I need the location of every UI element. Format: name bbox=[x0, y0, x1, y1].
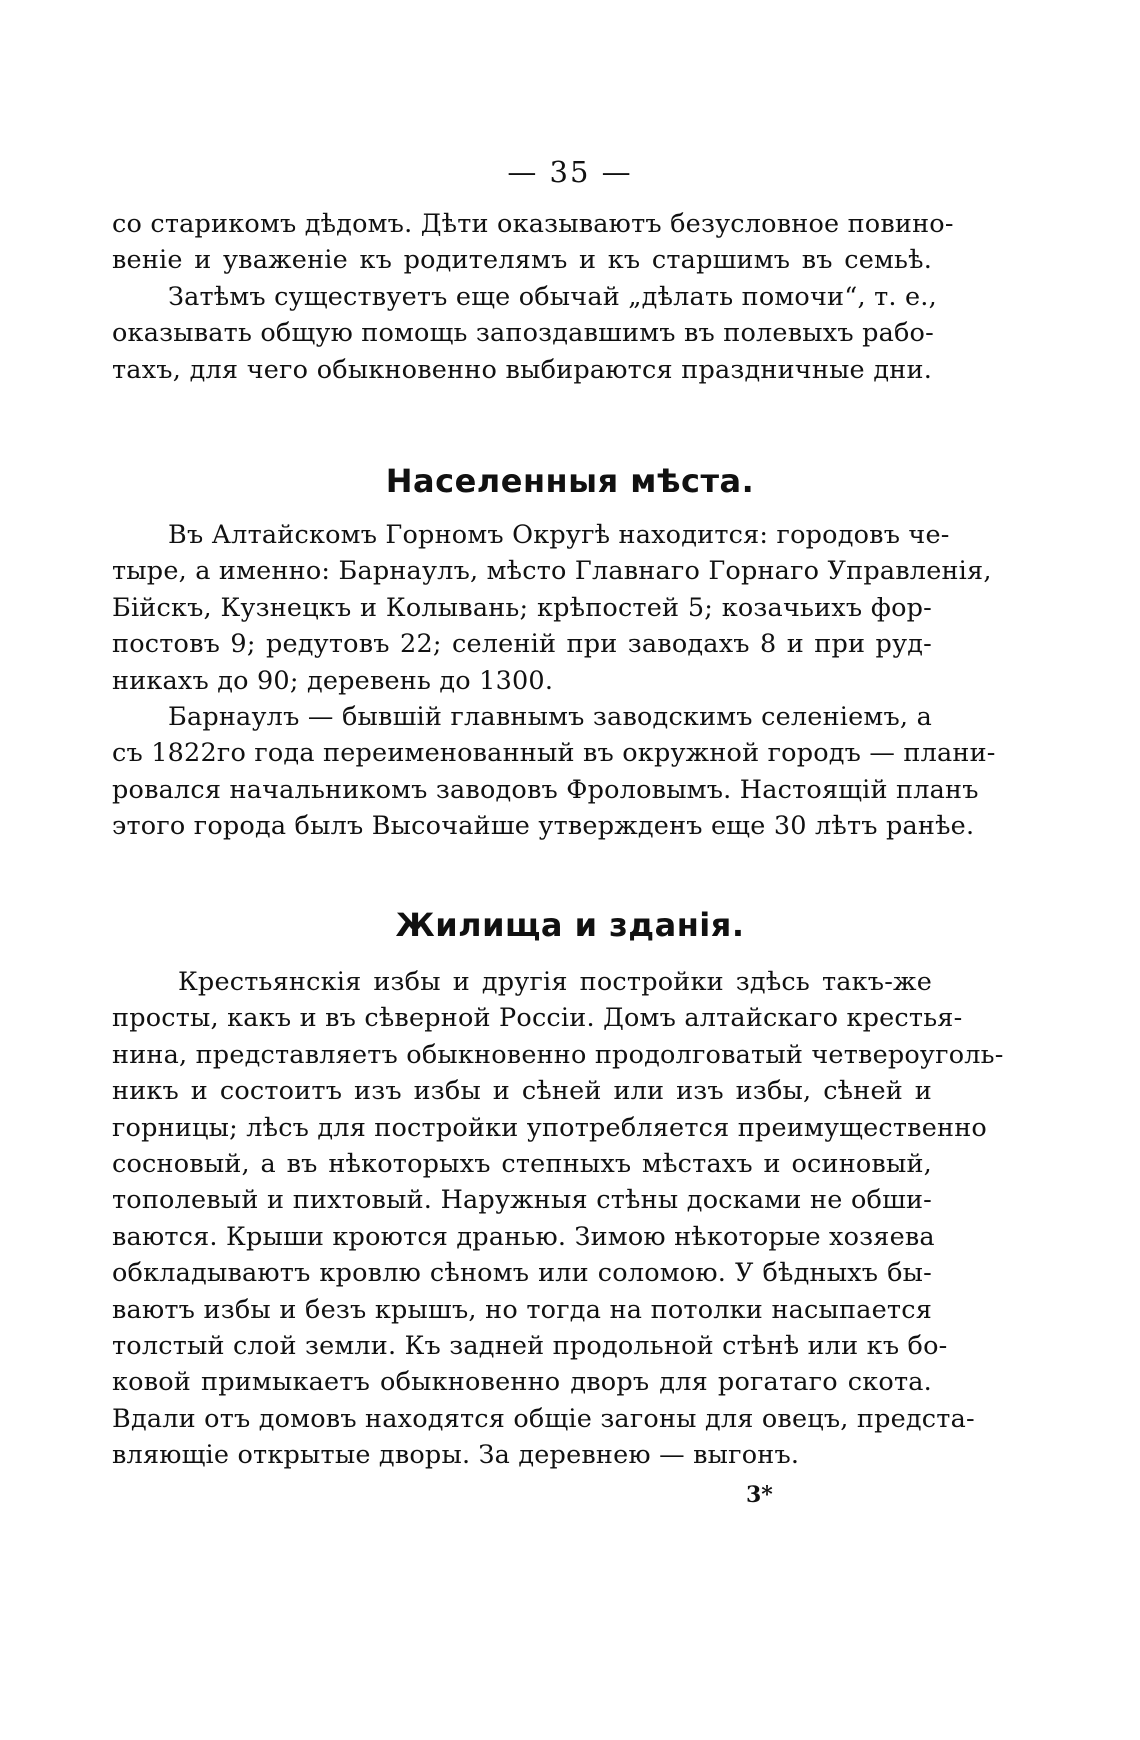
text-line: постовъ 9; редутовъ 22; селеній при заводахъ 8 и при руд- bbox=[112, 629, 932, 660]
text-line: Барнаулъ — бывшій главнымъ заводскимъ селеніемъ, а bbox=[168, 701, 932, 732]
text-line: Вдали отъ домовъ находятся общіе загоны для овецъ, предста- bbox=[112, 1403, 975, 1434]
text-line: тополевый и пихтовый. Наружныя стѣны досками не обши- bbox=[112, 1185, 932, 1216]
text-line: Въ Алтайскомъ Горномъ Округѣ находится: городовъ че- bbox=[168, 520, 950, 550]
text-line: Бійскъ, Кузнецкъ и Колывань; крѣпостей 5; козачьихъ фор- bbox=[112, 592, 932, 623]
text-line: горницы; лѣсъ для постройки употребляется преимущественно bbox=[112, 1112, 987, 1143]
text-line: оказывать общую помощь запоздавшимъ въ полевыхъ рабо- bbox=[112, 318, 934, 349]
text-line: просты, какъ и въ сѣверной Россіи. Домъ алтайскаго крестья- bbox=[112, 1003, 963, 1034]
section-heading-settlements: Населенныя мѣста. bbox=[385, 462, 755, 500]
intro-paragraphs bbox=[112, 206, 954, 388]
text-line: Затѣмъ существуетъ еще обычай „дѣлать помочи“, т. е., bbox=[168, 281, 937, 312]
text-line: никъ и состоитъ изъ избы и сѣней или изъ избы, сѣней и bbox=[112, 1076, 932, 1107]
text-line: сосновый, а въ нѣкоторыхъ степныхъ мѣстахъ и осиновый, bbox=[112, 1148, 932, 1179]
text-line: вляющіе открытые дворы. За деревнею — выгонъ. bbox=[112, 1440, 800, 1471]
text-line: этого города былъ Высочайше утвержденъ еще 30 лѣтъ ранѣе. bbox=[112, 811, 975, 842]
dwellings-paragraphs bbox=[112, 964, 1004, 1473]
text-line: тыре, а именно: Барнаулъ, мѣсто Главнаго Горнаго Управленія, bbox=[112, 556, 992, 587]
text-line: ваются. Крыши кроются дранью. Зимою нѣкоторые хозяева bbox=[112, 1221, 935, 1252]
signature-mark: 3* bbox=[746, 1482, 773, 1508]
text-line: съ 1822го года переименованный въ окружной городъ — плани- bbox=[112, 738, 996, 769]
section-heading-dwellings: Жилища и зданія. bbox=[395, 906, 745, 944]
text-line: веніе и уваженіе къ родителямъ и къ старшимъ въ семьѣ. bbox=[112, 245, 932, 276]
text-line: ровался начальникомъ заводовъ Фроловымъ. Настоящій планъ bbox=[112, 774, 979, 805]
text-line: тахъ, для чего обыкновенно выбираются праздничные дни. bbox=[112, 354, 932, 385]
text-line: ваютъ избы и безъ крышъ, но тогда на потолки насыпается bbox=[112, 1294, 932, 1325]
text-line: обкладываютъ кровлю сѣномъ или соломою. У бѣдныхъ бы- bbox=[112, 1258, 932, 1289]
page-number: — 35 — bbox=[507, 155, 633, 189]
text-line: со старикомъ дѣдомъ. Дѣти оказываютъ безусловное повино- bbox=[112, 209, 954, 239]
text-line: толстый слой земли. Къ задней продольной стѣнѣ или къ бо- bbox=[112, 1330, 948, 1361]
text-line: ковой примыкаетъ обыкновенно дворъ для рогатаго скота. bbox=[112, 1367, 932, 1398]
text-line: Крестьянскія избы и другія постройки здѣсь такъ-же bbox=[178, 967, 932, 997]
text-line: никахъ до 90; деревень до 1300. bbox=[112, 665, 554, 696]
text-line: нина, представляетъ обыкновенно продолговатый четвероуголь- bbox=[112, 1039, 1004, 1070]
settlements-paragraphs bbox=[112, 517, 996, 845]
